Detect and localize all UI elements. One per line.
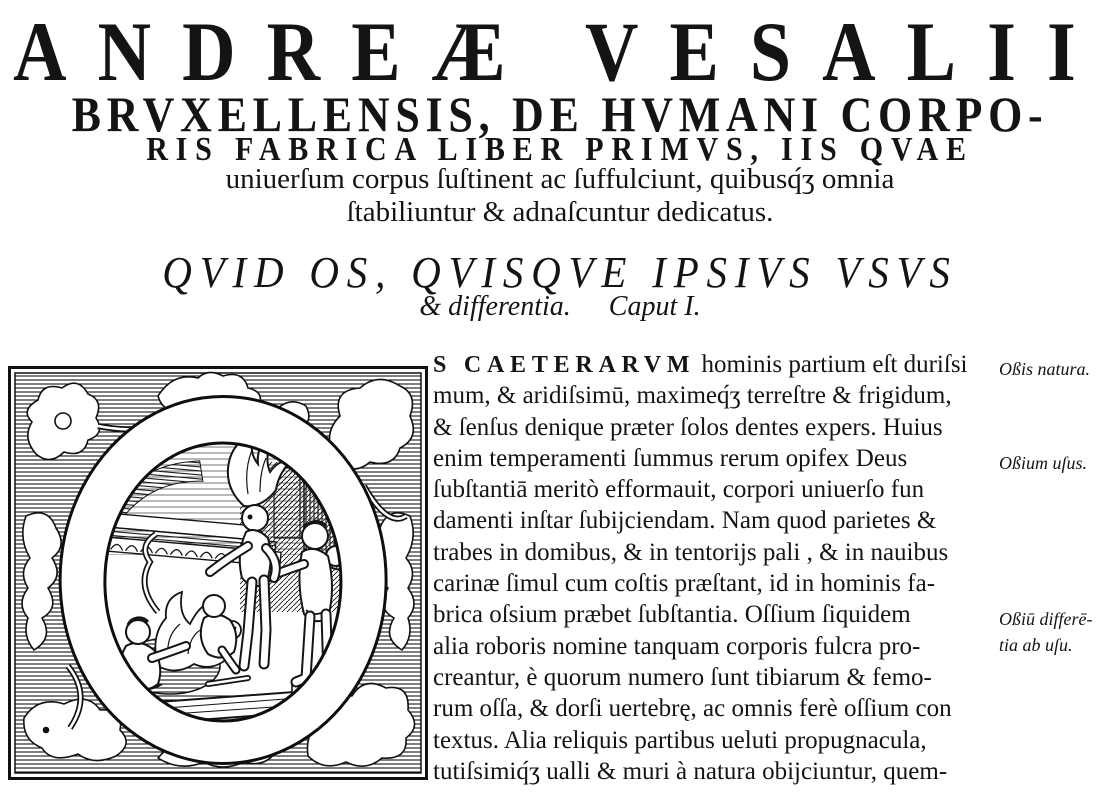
body-line: trabes in domibus, & in tentorijs pali , & in nauibus	[433, 538, 949, 566]
margin-note-ossis-natura: Oßis natura.	[999, 359, 1091, 379]
woodcut-initial-o	[8, 366, 428, 780]
body-line: tutiſsimiq́ʒ ualli & muri à natura obijciuntur, quem-	[433, 757, 948, 785]
body-line: textus. Alia reliquis partibus ueluti propugnacula,	[433, 726, 927, 754]
title-line3: RIS FABRICA LIBER PRIMVS, IIS QVAE	[146, 131, 974, 168]
dedication-line2: ſtabiliuntur & adnaſcuntur dedicatus.	[346, 196, 774, 228]
body-line: enim temperamenti ſummus rerum opifex Deus	[433, 444, 908, 472]
body-line	[433, 349, 996, 380]
body-line-text: hominis partium eſt duriſsi	[701, 351, 968, 378]
chapter-subtitle-differentia: & differentia.	[419, 291, 571, 322]
margin-note-ossium-differentia	[999, 606, 1119, 658]
body-line: alia roboris nomine tanquam corporis fulcra pro-	[433, 632, 921, 660]
margin-note-line: Oßiū differē-	[999, 609, 1093, 629]
title-line2: BRVXELLENSIS, DE HVMANI CORPO-	[71, 87, 1049, 142]
body-line: rum oſſa, & dorſi uertebrę, ac omnis ferè oſſium con	[433, 695, 952, 723]
body-line: brica oſsium præbet ſubſtantia. Oſſium ſiquidem	[433, 601, 911, 629]
chapter-title: QVID OS, QVISQVE IPSIVS VSVS	[162, 247, 958, 297]
woodcut-initial-o-graphic	[8, 366, 428, 780]
opening-smallcaps: S CAETERARVM	[433, 352, 696, 378]
body-line: mum, & aridiſsimū, maximeq́ʒ terreſtre & frigidum,	[433, 382, 952, 410]
body-line: & ſenſus denique præter ſolos dentes expers. Huius	[433, 413, 943, 441]
body-text-column	[433, 349, 996, 787]
chapter-subtitle	[0, 291, 1120, 323]
margin-note-ossium-usus: Oßium uſus.	[999, 453, 1088, 473]
body-line: damenti inſtar ſubijciendam. Nam quod parietes &	[433, 507, 937, 535]
title-author: ANDREÆ VESALII	[13, 5, 1107, 100]
body-line: carinæ ſimul cum coſtis præſtant, id in hominis fa-	[433, 570, 936, 598]
body-line: creantur, è quorum numero ſunt tibiarum & femo-	[433, 663, 932, 691]
chapter-caput-number: Caput I.	[608, 291, 701, 322]
dedication-line1: uniuerſum corpus ſuſtinent ac ſuffulciunt, quibusq́ʒ omnia	[225, 163, 895, 195]
margin-note-line: tia ab uſu.	[999, 635, 1073, 655]
body-line: ſubſtantiā meritò efformauit, corpori uniuerſo fun	[433, 476, 925, 504]
